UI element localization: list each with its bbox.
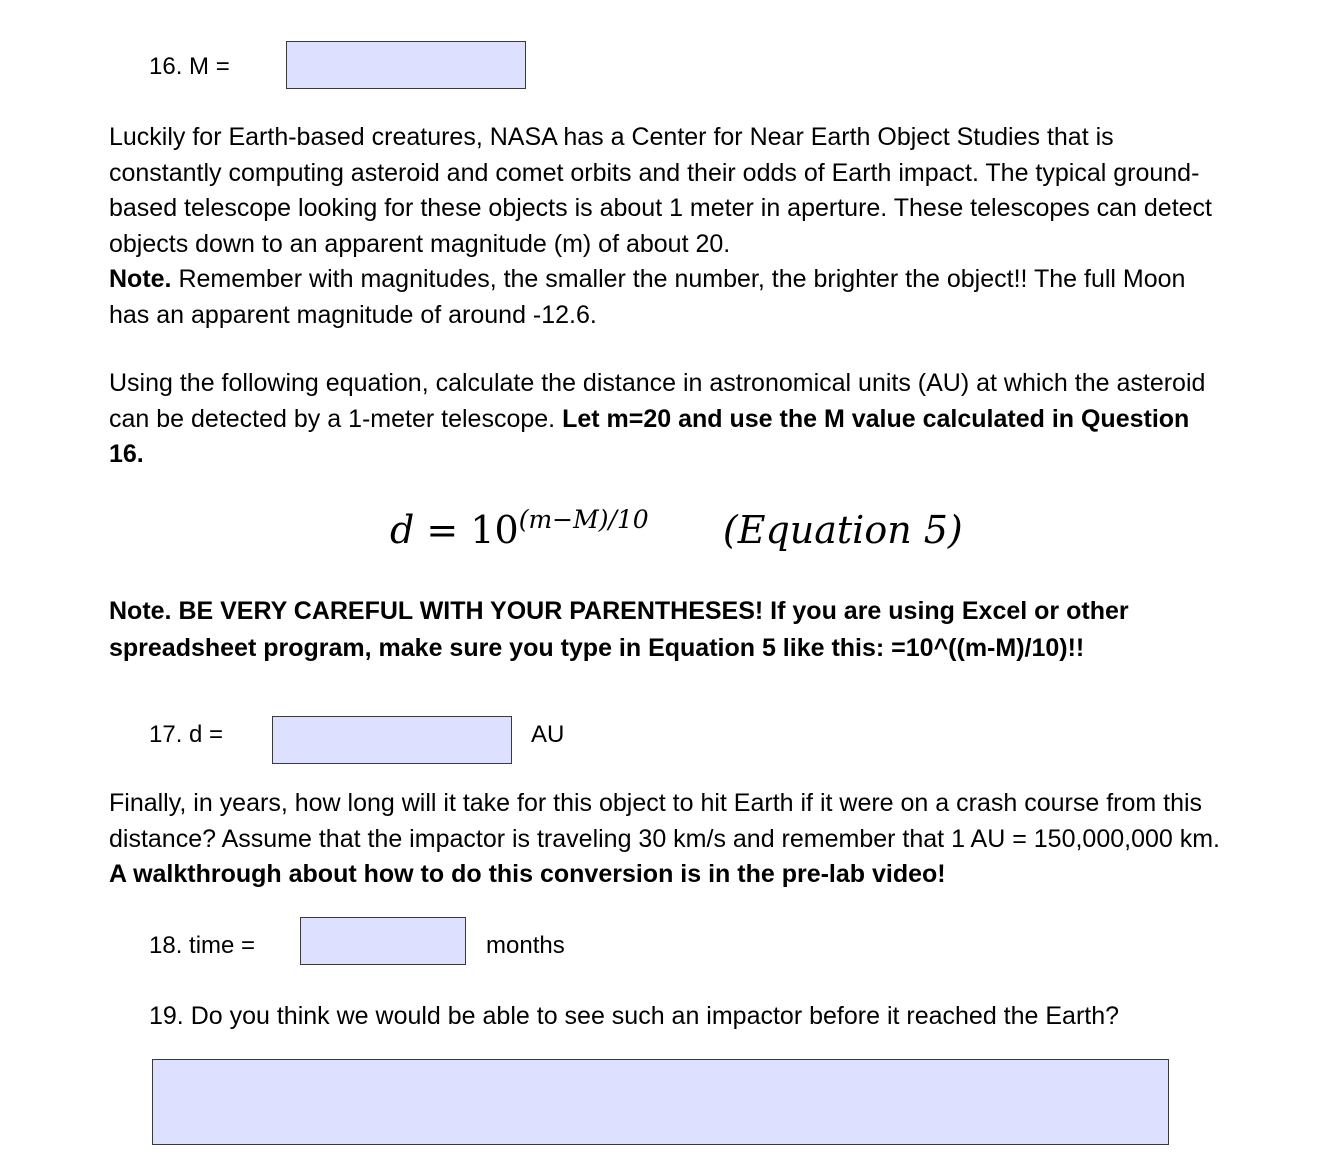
q17-unit: AU xyxy=(531,721,565,748)
q18-unit: months xyxy=(486,932,565,959)
final-paragraph xyxy=(109,786,1229,893)
q17-label: 17. d = xyxy=(149,721,224,748)
q16-label: 16. M = xyxy=(149,53,230,80)
q16-m-input[interactable] xyxy=(286,41,526,89)
equation-5 xyxy=(390,505,963,552)
q19-label: 19. Do you think we would be able to see such an impactor before it reached the Earth? xyxy=(149,1002,1120,1030)
instructions-paragraph xyxy=(109,366,1229,473)
q18-label: 18. time = xyxy=(149,932,256,959)
intro-text: Luckily for Earth-based creatures, NASA has a Center for Near Earth Object Studies that is constantly computing asteroid and comet orbits and their odds of Earth impact. The typical ground-based telescope looking for these objects is about 1 meter in aperture. These telescopes can detect objects down to an apparent magnitude (m) of about 20. xyxy=(109,123,1212,258)
final-bold: A walkthrough about how to do this conversion is in the pre-lab video! xyxy=(109,860,946,888)
q19-answer-textarea[interactable] xyxy=(152,1059,1169,1145)
equation-tag: (Equation 5) xyxy=(722,508,963,552)
parentheses-note: Note. BE VERY CAREFUL WITH YOUR PARENTHESES! If you are using Excel or other spreadsheet program, make sure you type in Equation 5 like this: =10^((m-M)/10)!! xyxy=(109,597,1129,662)
intro-paragraph xyxy=(109,120,1229,333)
equation-base: 10 xyxy=(470,508,519,552)
instructions-text: Using the following equation, calculate the distance in astronomical units (AU) at which the asteroid can be detected by a 1-meter telescope. xyxy=(109,369,1206,433)
equation-equals: = xyxy=(414,508,471,552)
equation-lhs: d xyxy=(390,508,415,552)
q17-d-input[interactable] xyxy=(272,716,512,764)
equation-exponent: (m−M)/10 xyxy=(518,505,649,534)
note-label: Note. xyxy=(109,265,172,293)
q18-time-input[interactable] xyxy=(300,917,466,965)
instructions-bold: Let m=20 and use the M value calculated in Question 16. xyxy=(109,404,1190,468)
final-text: Finally, in years, how long will it take for this object to hit Earth if it were on a crash course from this distance? Assume that the impactor is traveling 30 km/s and remember that 1 AU = 150,000,000 km. xyxy=(109,789,1220,853)
note-text: Remember with magnitudes, the smaller the number, the brighter the object!! The full Moon has an apparent magnitude of around -12.6. xyxy=(109,265,1186,329)
